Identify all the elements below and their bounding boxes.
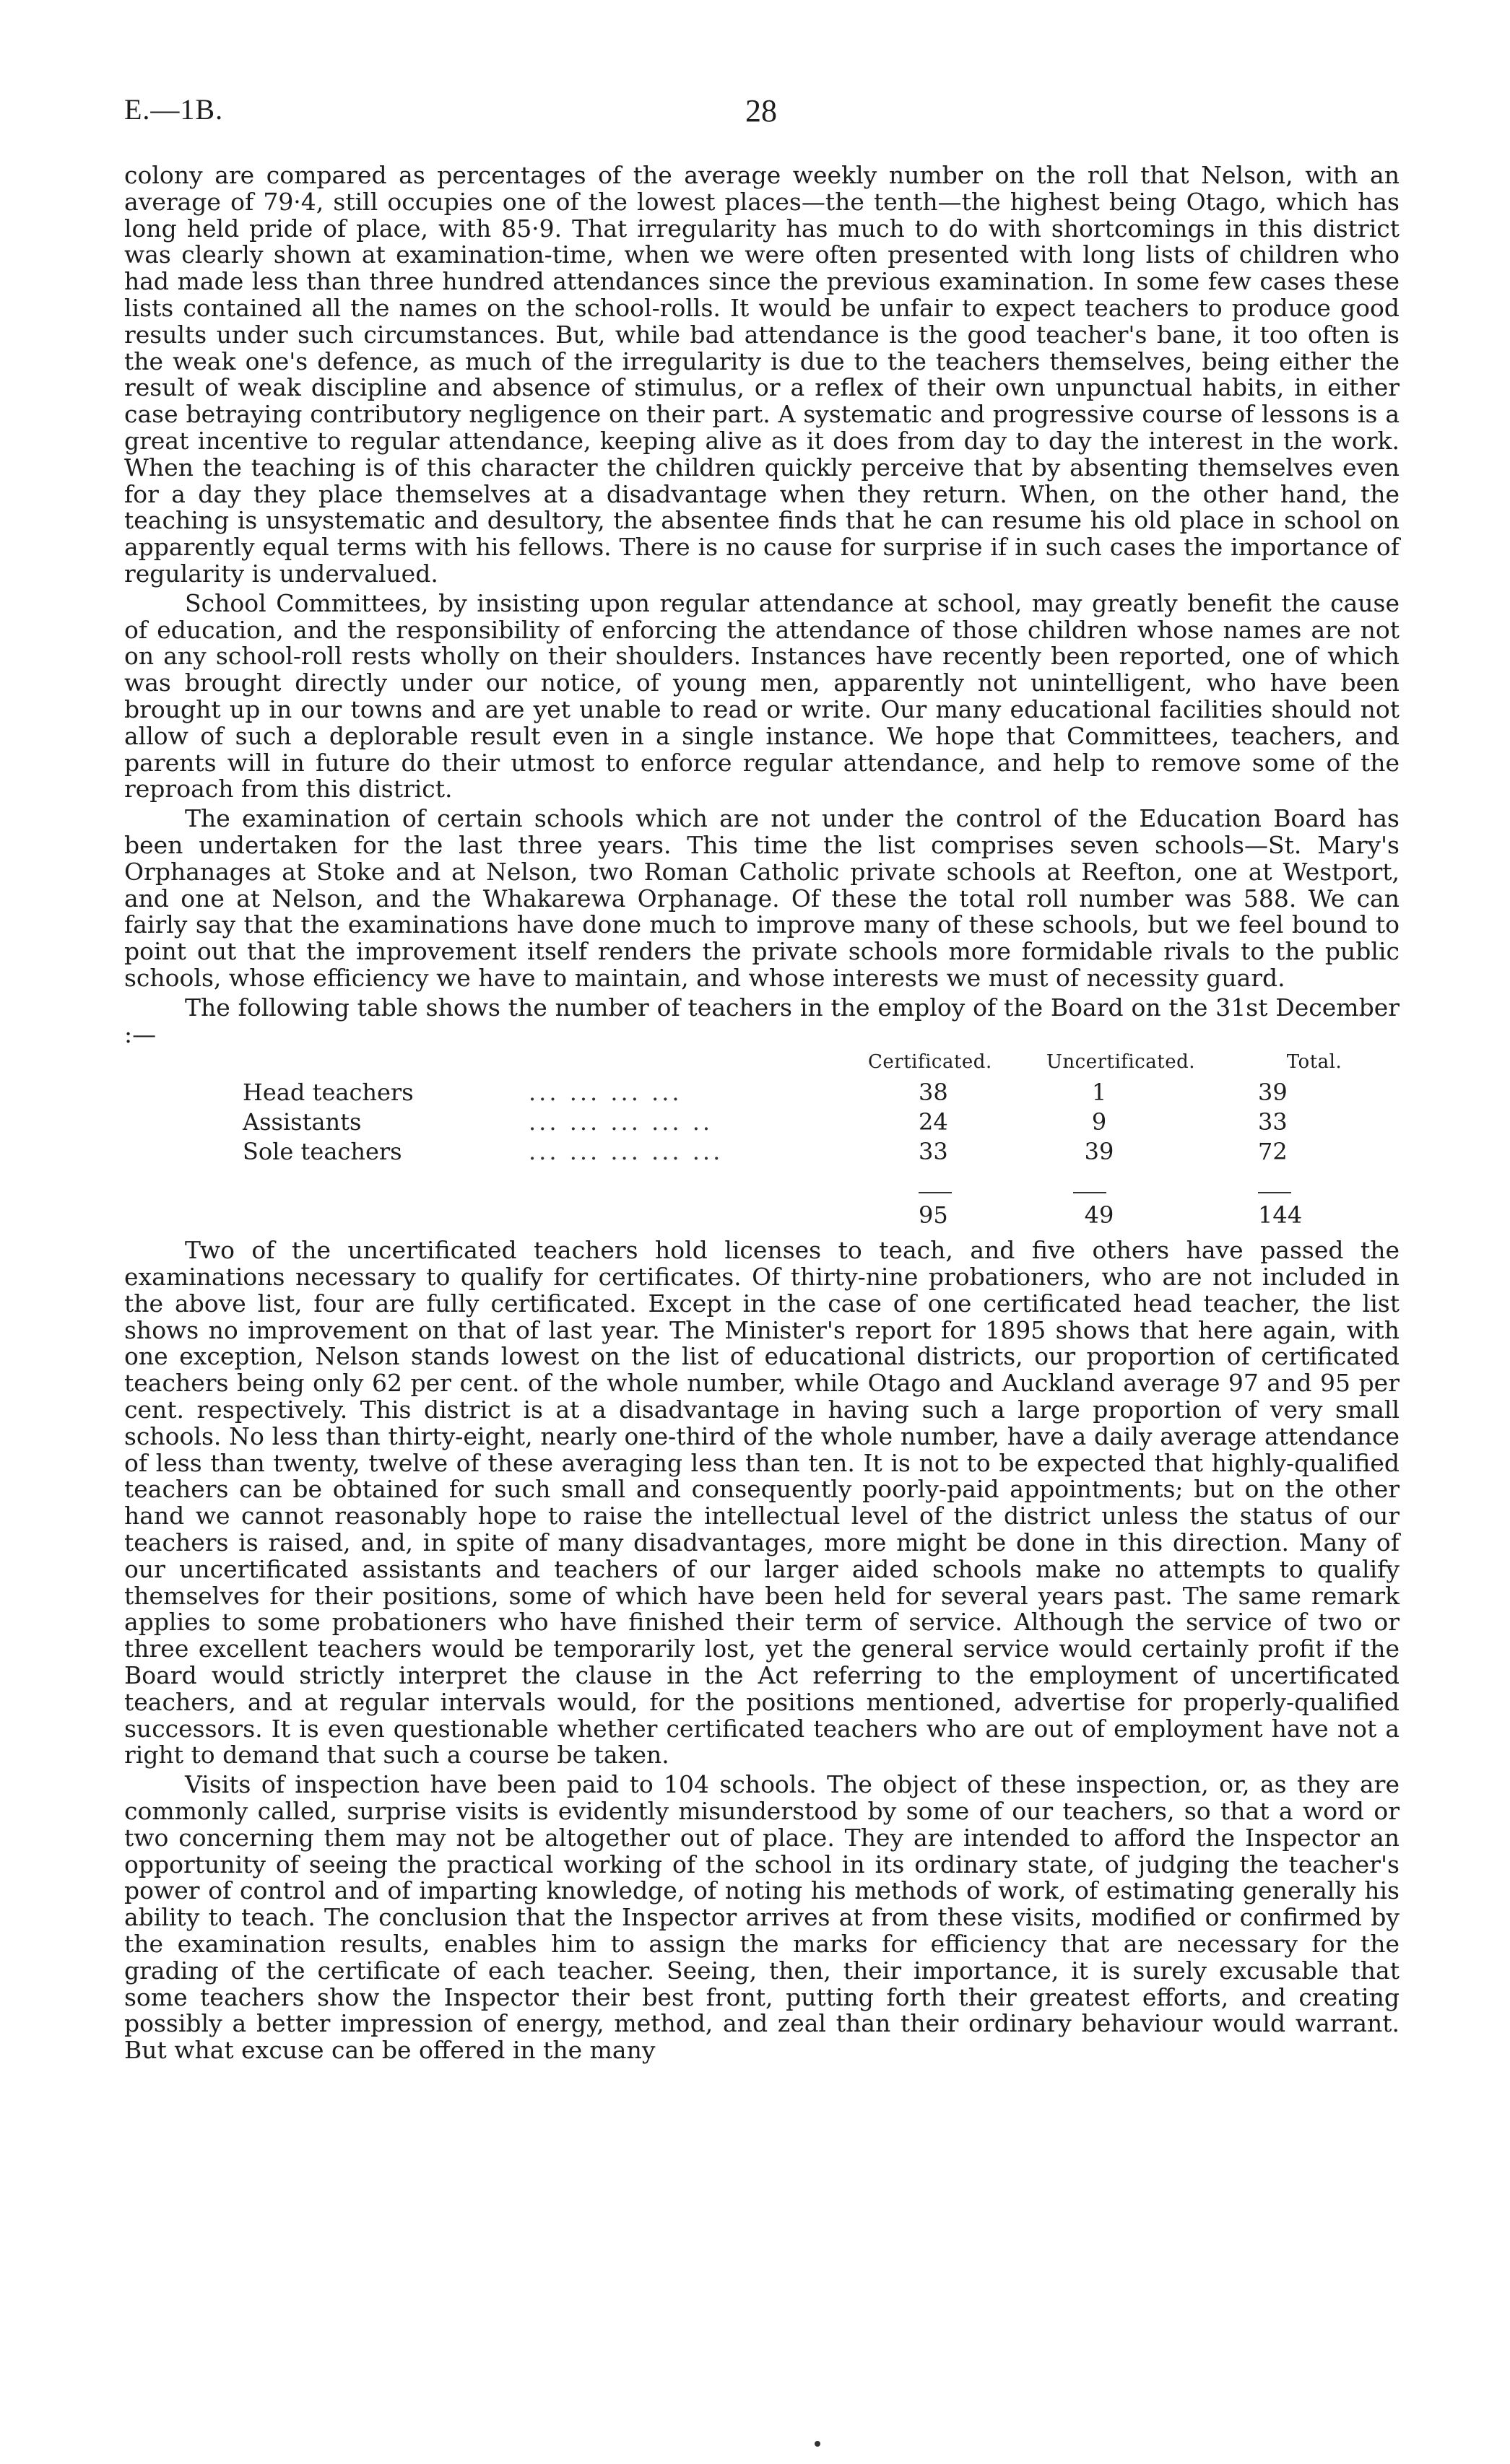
leader-dots: ... ... ... ... ... xyxy=(529,1138,724,1166)
total-certificated: 95 xyxy=(919,1201,948,1229)
cell-uncertificated: 9 xyxy=(1091,1108,1107,1136)
table-header-uncertificated: Uncertificated. xyxy=(1046,1051,1196,1074)
table-row xyxy=(124,1078,1400,1107)
table-header-label xyxy=(124,1050,854,1078)
leader-dots: ... ... ... ... xyxy=(529,1079,682,1107)
table-totals-row xyxy=(124,1201,1400,1230)
sum-rule xyxy=(1258,1192,1291,1193)
table-header-total: Total. xyxy=(1286,1051,1342,1074)
cell-certificated: 38 xyxy=(919,1079,948,1107)
table-row xyxy=(124,1107,1400,1137)
table-row xyxy=(124,1137,1400,1167)
sum-rule xyxy=(1073,1192,1106,1193)
paragraph-visits-of-inspection: Visits of inspection have been paid to 104 schools. The object of these inspection, or, as they are commonly called, surprise visits is evidently misunderstood by some of our teachers, so that a word or two concerning them may not be altogether out of place. They are intended to afford the Inspector an opportunity of seeing the practical working of the school in its ordinary state, of judging the teacher's power of control and of imparting knowledge, of noting his methods of work, of estimating generally his ability to teach. The conclusion that the Inspector arrives at from these visits, modified or confirmed by the examination results, enables him to assign the marks for efficiency that are necessary for the grading of the certificate of each teacher. Seeing, then, their importance, it is surely excusable that some teachers show the Inspector their best front, putting forth their greatest efforts, and creating possibly a better impression of energy, method, and zeal than their ordinary behaviour would warrant. But what excuse can be offered in the many xyxy=(124,1770,1400,2065)
paragraph-uncertificated-teachers: Two of the uncertificated teachers hold licenses to teach, and five others have passed the examinations necessary to qualify for certificates. Of thirty-nine probationers, who are not included in the above list, four are fully certificated. Except in the case of one certificated head teacher, the list shows no improvement on that of last year. The Minister's report for 1895 shows that here again, with one exception, Nelson stands lowest on the list of educational districts, our proportion of certificated teachers being only 62 per cent. of the whole number, while Otago and Auckland average 97 and 95 per cent. respectively. This district is at a disadvantage in having such a large proportion of very small schools. No less than thirty-eight, nearly one-third of the whole number, have a daily average attendance of less than twenty, twelve of these averaging less than ten. It is not to be expected that highly-qualified teachers can be obtained for such small and consequently poorly-paid appointments; but on the other hand we cannot reasonably hope to raise the intellectual level of the district unless the status of our teachers is raised, and, in spite of many disadvantages, more might be done in this direction. Many of our uncertificated assistants and teachers of our larger aided schools make no attempts to qualify themselves for their positions, some of which have been held for several years past. The same remark applies to some probationers who have finished their term of service. Although the service of two or three excellent teachers would be temporarily lost, yet the general service would certainly profit if the Board would strictly interpret the clause in the Act referring to the employment of uncertificated teachers, and at regular intervals would, for the positions mentioned, advertise for properly-qualified successors. It is even questionable whether certificated teachers who are out of employment have not a right to demand that such a course be taken. xyxy=(124,1236,1400,1769)
paragraph-table-intro: The following table shows the number of teachers in the employ of the Board on the 31st December :— xyxy=(124,993,1400,1048)
teachers-table xyxy=(124,1050,1400,1230)
cell-uncertificated: 1 xyxy=(1091,1079,1107,1107)
body-text xyxy=(124,162,1400,2067)
sum-rule xyxy=(919,1192,952,1193)
cell-uncertificated: 39 xyxy=(1084,1138,1114,1166)
paragraph-school-committees: School Committees, by insisting upon regular attendance at school, may greatly benefit the cause of education, and the responsibility of enforcing the attendance of those children whose names are not on any school-roll rests wholly on their shoulders. Instances have recently been reported, one of which was brought directly under our notice, of young men, apparently not unintelligent, who have been brought up in our towns and are yet unable to read or write. Our many educational facilities should not allow of such a deplorable result even in a single instance. We hope that Committees, teachers, and parents will in future do their utmost to enforce regular attendance, and help to remove some of the reproach from this district. xyxy=(124,588,1400,804)
row-label: Head teachers xyxy=(243,1079,414,1107)
paragraph-attendance: colony are compared as percentages of the average weekly number on the roll that Nelson, with an average of 79·4, still occupies one of the lowest places—the tenth—the highest being Otago, which has long held pride of place, with 85·9. That irregularity has much to do with shortcomings in this district was clearly shown at examination-time, when we were often presented with long lists of children who had made less than three hundred attendances since the previous examination. In some few cases these lists contained all the names on the school-rolls. It would be unfair to expect teachers to produce good results under such circumstances. But, while bad attendance is the good teacher's bane, it too often is the weak one's defence, as much of the irregularity is due to the teachers themselves, being either the result of weak discipline and absence of stimulus, or a reflex of their own unpunctual habits, in either case betraying contributory negligence on their part. A systematic and progressive course of lessons is a great incentive to regular attendance, keeping alive as it does from day to day the interest in the work. When the teaching is of this character the children quickly perceive that by absenting themselves even for a day they place themselves at a disadvantage when they return. When, on the other hand, the teaching is unsystematic and desultory, the absentee finds that he can resume his old place in school on apparently equal terms with his fellows. There is no cause for surprise if in such cases the importance of regularity is undervalued. xyxy=(124,161,1400,588)
cell-total: 39 xyxy=(1258,1079,1288,1107)
running-head: E.—1B. xyxy=(124,93,224,126)
total-all: 144 xyxy=(1258,1201,1303,1229)
cell-total: 33 xyxy=(1258,1108,1288,1136)
cell-certificated: 24 xyxy=(919,1108,948,1136)
page-header xyxy=(124,92,1402,136)
total-uncertificated: 49 xyxy=(1084,1201,1114,1229)
table-header-certificated: Certificated. xyxy=(868,1051,992,1074)
cell-certificated: 33 xyxy=(919,1138,948,1166)
cell-total: 72 xyxy=(1258,1138,1288,1166)
page-number: 28 xyxy=(745,93,777,129)
table-header-row xyxy=(124,1050,1400,1078)
row-label: Assistants xyxy=(243,1108,362,1136)
row-label: Sole teachers xyxy=(243,1138,402,1166)
print-speck xyxy=(815,2441,820,2447)
table-rule-row xyxy=(124,1167,1400,1201)
leader-dots: ... ... ... ... .. xyxy=(529,1108,713,1136)
paragraph-private-schools: The examination of certain schools which are not under the control of the Education Board has been undertaken for the last three years. This time the list comprises seven schools—St. Mary's Orphanages at Stoke and at Nelson, two Roman Catholic private schools at Reefton, one at Westport, and one at Nelson, and the Whakarewa Orphanage. Of these the total roll number was 588. We can fairly say that the examinations have done much to improve many of these schools, but we feel bound to point out that the improvement itself renders the private schools more formidable rivals to the public schools, whose efficiency we have to maintain, and whose interests we must of necessity guard. xyxy=(124,804,1400,992)
